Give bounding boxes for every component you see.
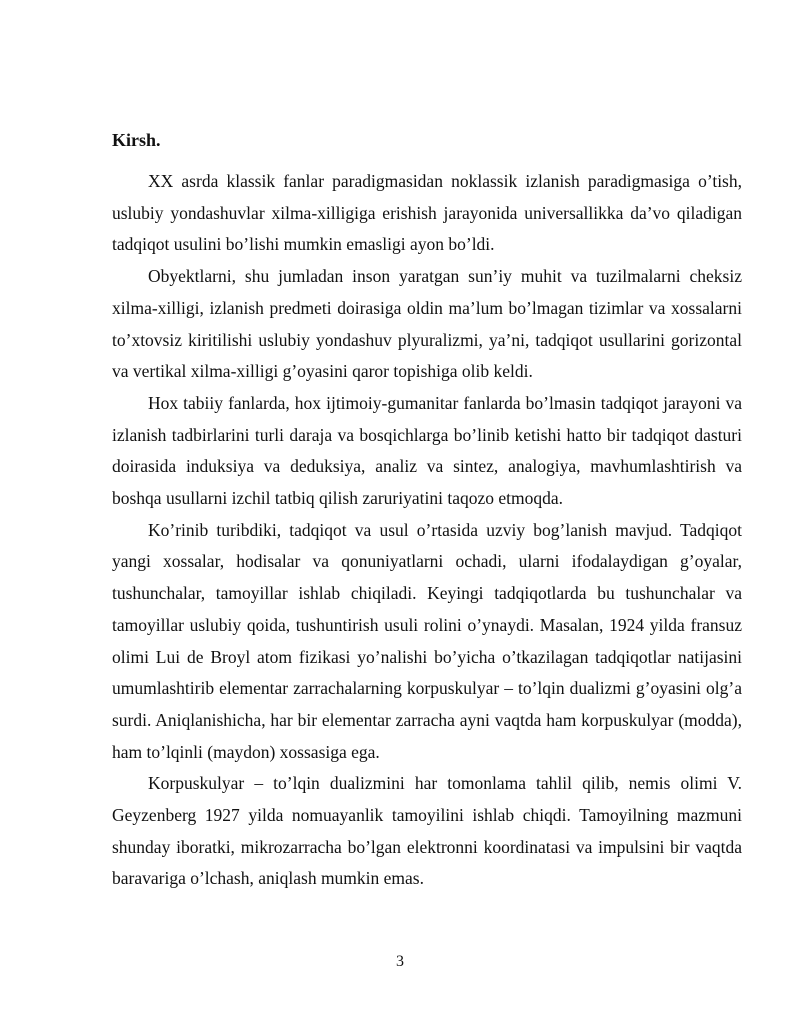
paragraph-5: Korpuskulyar – to’lqin dualizmini har tomonlama tahlil qilib, nemis olimi V. Geyzenberg 1927 yilda nomuayanlik tamoyilini ishlab chiqdi. Tamoyilning mazmuni shunday iboratki, mikrozarracha bo’lgan elektronni koordinatasi va impulsini bir vaqtda baravariga o’lchash, aniqlash mumkin emas.: [112, 773, 742, 889]
page-number: 3: [396, 953, 404, 970]
body-text: [112, 166, 742, 895]
paragraph-4: Ko’rinib turibdiki, tadqiqot va usul o’rtasida uzviy bog’lanish mavjud. Tadqiqot yangi xossalar, hodisalar va qonuniyatlarni ochadi, ularni ifodalaydigan g’oyalar, tushunchalar, tamoyillar ishlab chiqiladi. Keyingi tadqiqotlarda bu tushunchalar va tamoyillar uslubiy qoida, tushuntirish usuli rolini o’ynaydi. Masalan, 1924 yilda fransuz olimi Lui de Broyl atom fizikasi yo’nalishi bo’yicha o’tkazilagan tadqiqotlar natijasini umumlashtirib elementar zarrachalarning korpuskulyar – to’lqin dualizmi g’oyasini olg’a surdi. Aniqlanishicha, har bir elementar zarracha ayni vaqtda ham korpuskulyar (modda), ham to’lqinli (maydon) xossasiga ega.: [112, 519, 742, 762]
paragraph-3: Hox tabiiy fanlarda, hox ijtimoiy-gumanitar fanlarda bo’lmasin tadqiqot jarayoni va izlanish tadbirlarini turli daraja va bosqichlarga bo’linib ketishi hatto bir tadqiqot dasturi doirasida induksiya va deduksiya, analiz va sintez, analogiya, mavhumlashtirish va boshqa usullarni izchil tatbiq qilish zaruriyatini taqozo etmoqda.: [112, 392, 742, 509]
paragraph-2: Obyektlarni, shu jumladan inson yaratgan sun’iy muhit va tuzilmalarni cheksiz xilma-xilligi, izlanish predmeti doirasiga oldin ma’lum bo’lmagan tizimlar va xossalarni to’xtovsiz kiritilishi uslubiy yondashuv plyuralizmi, ya’ni, tadqiqot usullarini gorizontal va vertikal xilma-xilligi g’oyasini qaror topishiga olib keldi.: [112, 266, 742, 382]
section-heading: Kirsh.: [112, 130, 161, 150]
paragraph-1: XX asrda klassik fanlar paradigmasidan noklassik izlanish paradigmasiga o’tish, uslubiy yondashuvlar xilma-xilligiga erishish jarayonida universallikka da’vo qiladigan tadqiqot usulini bo’lishi mumkin emasligi ayon bo’ldi.: [112, 171, 742, 255]
